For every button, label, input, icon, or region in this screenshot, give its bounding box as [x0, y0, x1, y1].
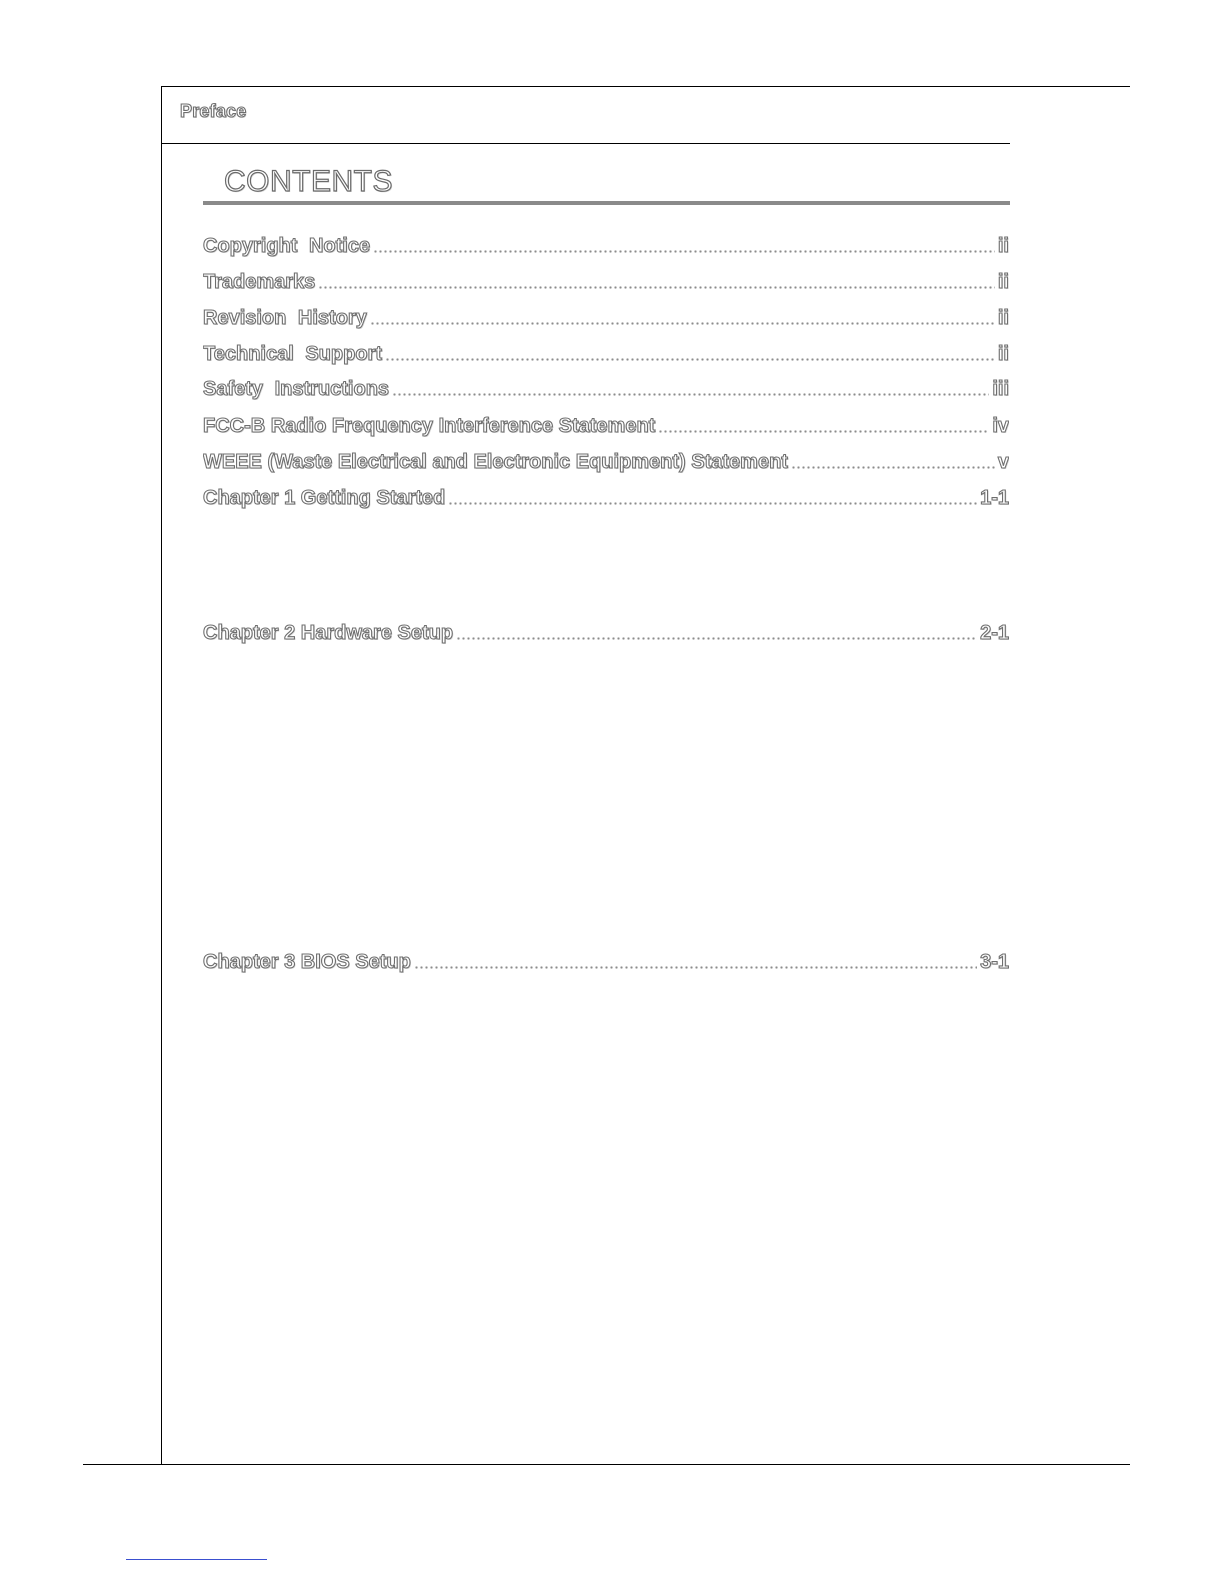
toc-leader-dots [456, 637, 977, 640]
toc-entry-copyright-notice[interactable] [203, 230, 1009, 258]
toc-entry-page: 2-1 [980, 622, 1009, 644]
toc-entry-page: ii [997, 271, 1009, 293]
toc-entry-label: Safety Instructions [203, 378, 390, 400]
toc-entry-label: Chapter 1 Getting Started [203, 487, 446, 509]
toc-entry-page: ii [997, 343, 1009, 365]
toc-entry-label: Trademarks [203, 271, 316, 293]
toc-entry-technical-support[interactable] [203, 338, 1009, 366]
running-header: Preface [180, 101, 247, 121]
toc-entry-label: FCC-B Radio Frequency Interference Statement [203, 415, 656, 437]
contents-title: CONTENTS [224, 165, 393, 198]
toc-entry-label: Technical Support [203, 343, 382, 365]
toc-entry-trademarks[interactable] [203, 266, 1009, 294]
toc-leader-dots [448, 502, 977, 505]
toc-entry-label: Copyright Notice [203, 235, 371, 257]
toc-entry-chapter-1[interactable] [203, 482, 1009, 510]
toc-leader-dots [385, 358, 995, 361]
toc-entry-label: Chapter 3 BIOS Setup [203, 951, 411, 973]
toc-leader-dots [318, 286, 995, 289]
toc-entry-page: iv [992, 415, 1009, 437]
toc-entry-chapter-3[interactable] [203, 946, 1009, 974]
toc-entry-weee-statement[interactable] [203, 446, 1009, 474]
toc-entry-safety-instructions[interactable] [203, 373, 1009, 401]
toc-leader-dots [373, 250, 995, 253]
toc-leader-dots [370, 322, 995, 325]
toc-entry-chapter-2[interactable] [203, 617, 1009, 645]
toc-entry-label: Chapter 2 Hardware Setup [203, 622, 454, 644]
toc-entry-page: iii [992, 378, 1009, 400]
toc-leader-dots [392, 393, 989, 396]
toc-entry-revision-history[interactable] [203, 302, 1009, 330]
toc-leader-dots [414, 966, 977, 969]
toc-entry-page: ii [997, 307, 1009, 329]
toc-leader-dots [791, 466, 995, 469]
page-frame-left-rule [161, 86, 162, 1465]
toc-entry-page: 3-1 [980, 951, 1009, 973]
toc-entry-label: WEEE (Waste Electrical and Electronic Equipment) Statement [203, 451, 788, 473]
toc-entry-fcc-b-statement[interactable] [203, 410, 1009, 438]
toc-entry-page: v [997, 451, 1009, 473]
toc-entry-page: ii [997, 235, 1009, 257]
toc-entry-page: 1-1 [980, 487, 1009, 509]
toc-entry-label: Revision History [203, 307, 367, 329]
toc-leader-dots [658, 430, 989, 433]
table-of-contents [203, 0, 1009, 1584]
